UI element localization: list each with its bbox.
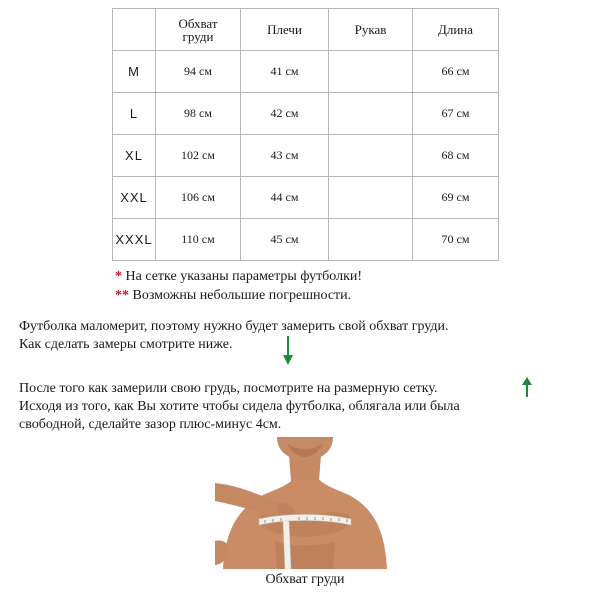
table-row: [113, 93, 499, 135]
size-cell: XXL: [113, 177, 156, 219]
instruction-line-3-text: После того как замерили свою грудь, посмотрите на размерную сетку.: [19, 381, 438, 396]
chest-cell: 98 см: [156, 93, 241, 135]
shoulders-cell: 45 см: [241, 219, 329, 261]
sleeve-cell: [329, 219, 413, 261]
header-size: [113, 9, 156, 51]
chest-cell: 110 см: [156, 219, 241, 261]
table-row: [113, 177, 499, 219]
header-chest-label: Обхват груди: [178, 15, 218, 44]
note-1-text: На сетке указаны параметры футболки!: [125, 269, 363, 284]
shoulders-cell: 43 см: [241, 135, 329, 177]
sleeve-cell: [329, 135, 413, 177]
chest-cell: 102 см: [156, 135, 241, 177]
length-cell: 67 см: [413, 93, 499, 135]
length-cell: 68 см: [413, 135, 499, 177]
size-cell: L: [113, 93, 156, 135]
table-row: [113, 219, 499, 261]
shoulders-cell: 42 см: [241, 93, 329, 135]
instruction-line-5: свободной, сделайте зазор плюс-минус 4см.: [19, 417, 282, 432]
size-cell: XXXL: [113, 219, 156, 261]
chest-cell: 94 см: [156, 51, 241, 93]
arrow-up-icon: [521, 377, 533, 397]
chest-cell: 106 см: [156, 177, 241, 219]
shoulders-cell: 44 см: [241, 177, 329, 219]
size-cell: M: [113, 51, 156, 93]
header-shoulders: [241, 9, 329, 51]
sleeve-cell: [329, 51, 413, 93]
header-chest: [156, 9, 241, 51]
table-header-row: [113, 9, 499, 51]
note-2-marker: **: [115, 288, 129, 303]
arrow-down-icon: [282, 336, 294, 366]
shoulders-cell: 41 см: [241, 51, 329, 93]
size-cell: XL: [113, 135, 156, 177]
photo-caption: Обхват груди: [265, 572, 345, 587]
length-cell: 69 см: [413, 177, 499, 219]
note-1: [115, 268, 362, 285]
note-1-marker: *: [115, 269, 122, 284]
note-2: [115, 287, 351, 304]
length-cell: 70 см: [413, 219, 499, 261]
chest-measurement-photo: [215, 437, 395, 569]
header-sleeve: [329, 9, 413, 51]
instruction-line-3: [19, 380, 438, 397]
sleeve-cell: [329, 177, 413, 219]
instruction-line-4: Исходя из того, как Вы хотите чтобы сидела футболка, облягала или была: [19, 399, 460, 414]
table-row: [113, 135, 499, 177]
note-2-text: Возможны небольшие погрешности.: [132, 288, 352, 303]
length-cell: 66 см: [413, 51, 499, 93]
table-row: [113, 51, 499, 93]
header-length-label: Длина: [437, 22, 474, 37]
size-table: [112, 8, 499, 261]
instruction-line-2: Как сделать замеры смотрите ниже.: [19, 337, 233, 352]
sleeve-cell: [329, 93, 413, 135]
header-sleeve-label: Рукав: [354, 22, 387, 37]
header-length: [413, 9, 499, 51]
header-shoulders-label: Плечи: [267, 22, 302, 37]
instruction-line-1: Футболка маломерит, поэтому нужно будет замерить свой обхват груди.: [19, 319, 449, 334]
